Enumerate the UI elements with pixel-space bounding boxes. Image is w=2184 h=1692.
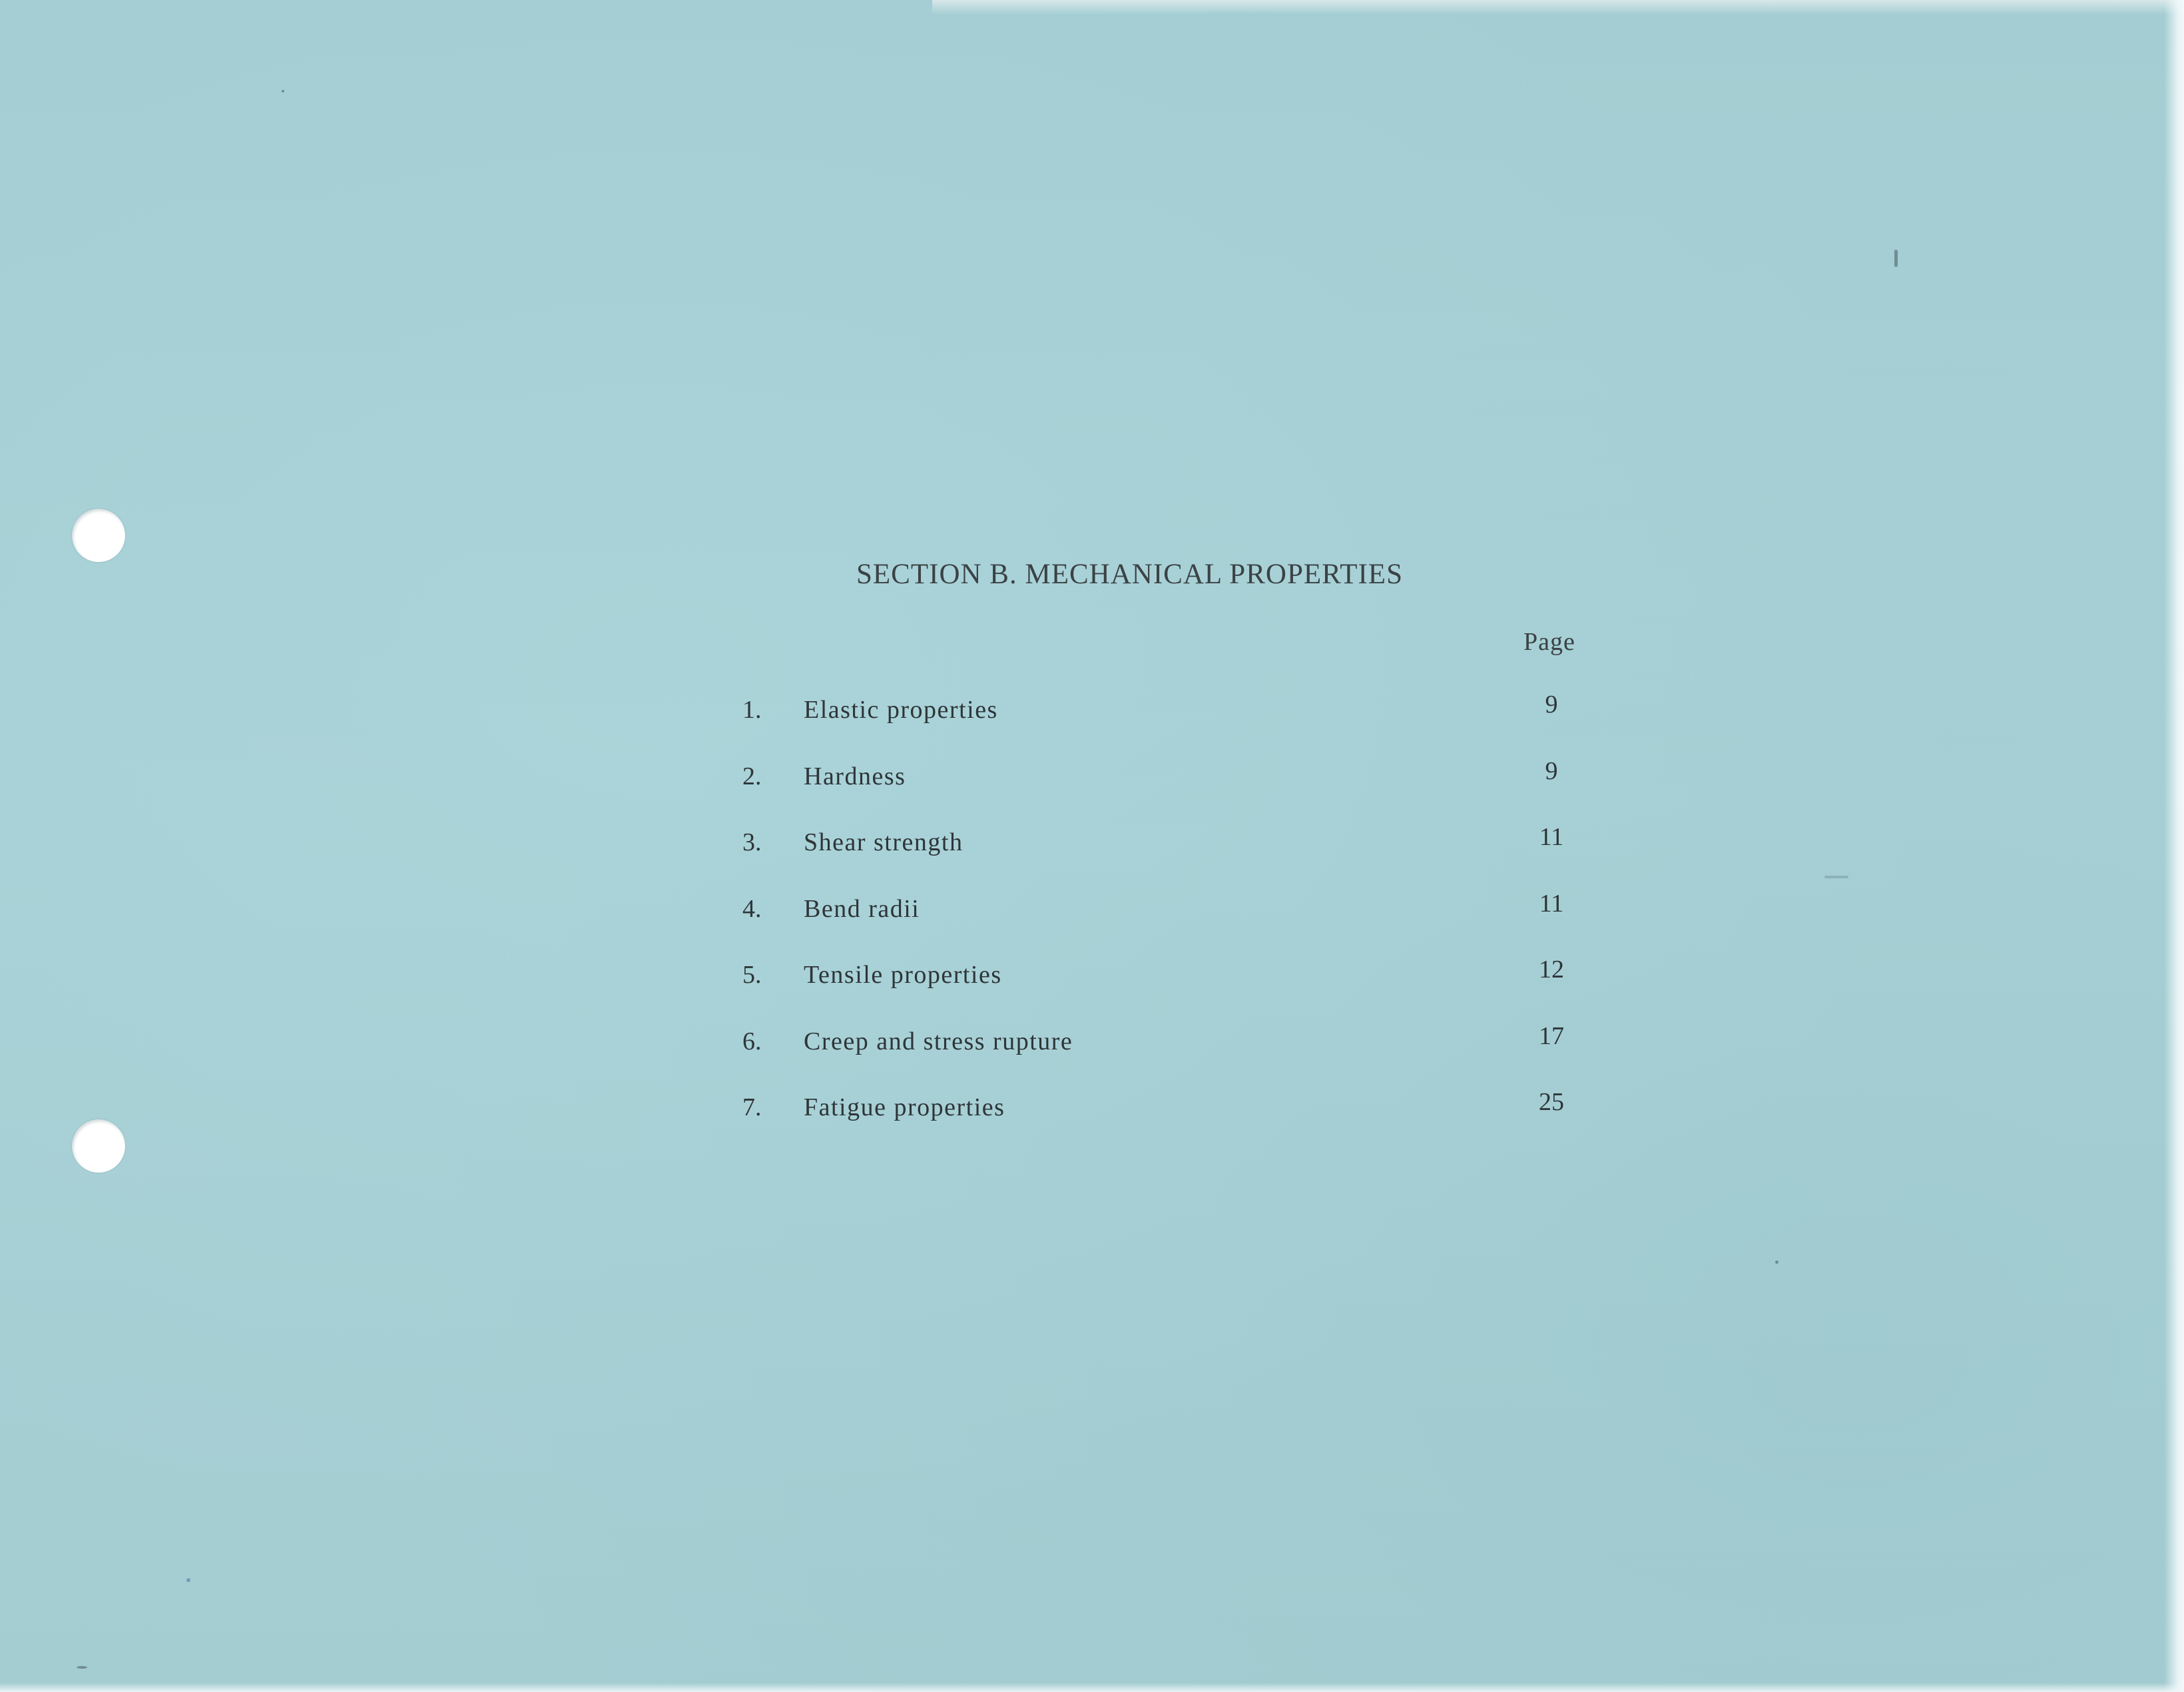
toc-entry (742, 889, 1608, 961)
toc-entry (742, 1021, 1608, 1093)
toc-entry-page: 12 (1539, 956, 1564, 984)
punch-hole-top (72, 509, 125, 562)
toc-entry-label: Tensile properties (804, 961, 1002, 989)
paper-speck (186, 1578, 190, 1582)
toc-entry-page: 17 (1539, 1021, 1564, 1050)
toc-entry-label: Fatigue properties (804, 1093, 1005, 1121)
toc-entry-label: Elastic properties (804, 696, 998, 724)
toc-entry-number: 3. (742, 828, 762, 856)
toc-entry-label: Creep and stress rupture (804, 1027, 1073, 1055)
toc-entry-page: 9 (1545, 691, 1558, 718)
punch-hole-bottom (72, 1119, 125, 1173)
toc-entry-page: 11 (1539, 889, 1564, 918)
toc-entry-page: 25 (1539, 1088, 1564, 1116)
toc-entry (742, 823, 1608, 894)
toc-entry-label: Shear strength (804, 828, 963, 856)
paper-speck (1894, 250, 1898, 267)
toc-entry-page: 11 (1539, 823, 1564, 851)
toc-entry-number: 5. (742, 961, 762, 989)
toc-entry (742, 756, 1608, 828)
toc-entry (742, 1088, 1608, 1159)
toc-entry-number: 4. (742, 894, 762, 923)
table-of-contents (742, 691, 1608, 1159)
toc-entry-label: Bend radii (804, 894, 920, 923)
paper-speck (1824, 876, 1848, 878)
toc-entry-number: 6. (742, 1027, 762, 1055)
section-title: SECTION B. MECHANICAL PROPERTIES (856, 559, 1403, 590)
paper-bottom-edge (0, 1683, 2184, 1692)
paper-right-edge (2164, 0, 2184, 1692)
toc-entry-number: 7. (742, 1093, 762, 1121)
toc-entry-page: 9 (1545, 756, 1558, 785)
page-column-heading: Page (1523, 628, 1575, 656)
paper-speck (1775, 1261, 1778, 1264)
toc-entry-number: 2. (742, 762, 762, 790)
paper-speck (77, 1666, 87, 1669)
toc-entry (742, 956, 1608, 1027)
paper-top-edge (932, 0, 2184, 15)
paper-speck (282, 90, 284, 93)
toc-entry-number: 1. (742, 696, 762, 724)
toc-entry-label: Hardness (804, 762, 906, 790)
toc-entry (742, 691, 1608, 762)
